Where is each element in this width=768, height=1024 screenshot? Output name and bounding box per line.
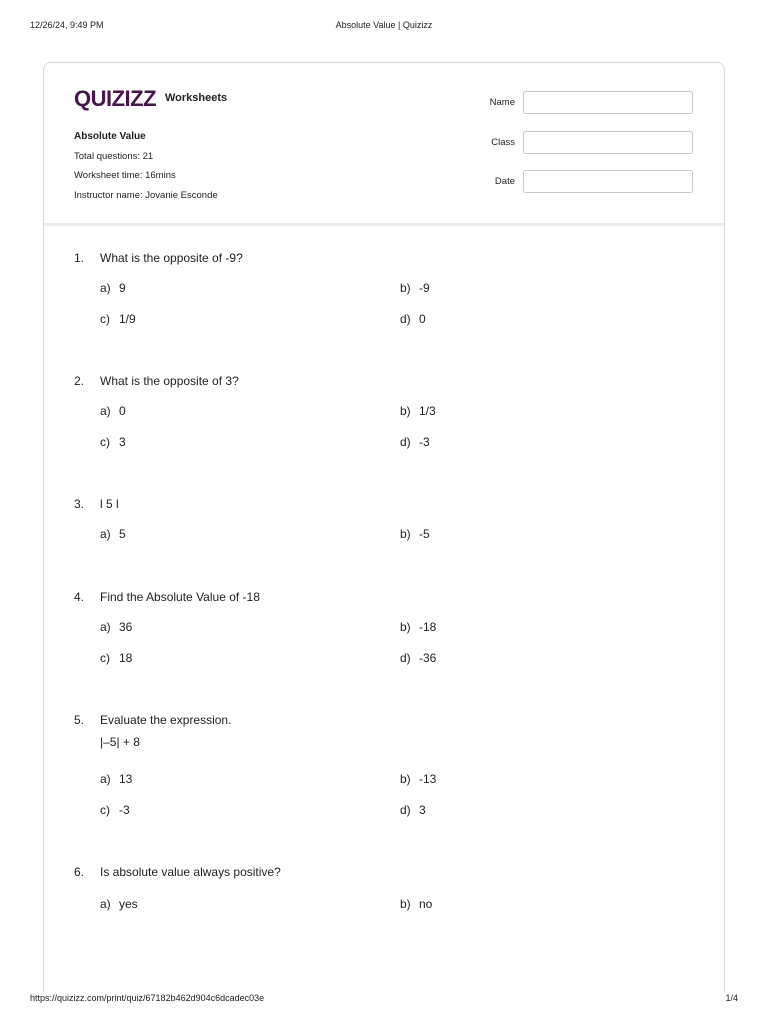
option-letter: a) (100, 620, 111, 634)
answer-option-b (400, 403, 700, 434)
option-letter: b) (400, 281, 411, 295)
option-letter: c) (100, 803, 110, 817)
option-text: -36 (419, 651, 437, 665)
quizizz-logo-text: QUIZIZZ (74, 86, 157, 111)
instructor-name: Instructor name: Jovanie Esconde (74, 189, 218, 201)
print-footer (30, 993, 738, 1007)
print-header (30, 20, 738, 34)
date-input[interactable] (523, 170, 693, 193)
option-text: 0 (119, 404, 126, 418)
question-5 (44, 712, 724, 833)
answer-options (100, 619, 724, 681)
option-letter: c) (100, 435, 110, 449)
brand-subtitle: Worksheets (165, 92, 228, 104)
option-letter: c) (100, 651, 110, 665)
option-text: 36 (119, 620, 133, 634)
answer-options (100, 526, 724, 557)
worksheet-title: Absolute Value (74, 131, 146, 142)
print-page-title: Absolute Value | Quizizz (335, 20, 433, 30)
name-label: Name (489, 97, 515, 108)
answer-option-b (400, 619, 700, 650)
question-list (44, 226, 724, 927)
answer-options (100, 771, 724, 833)
option-letter: b) (400, 620, 411, 634)
option-text: -13 (419, 772, 437, 786)
question-number: 3. (74, 497, 85, 511)
answer-option-d (400, 650, 700, 681)
worksheet-time: Worksheet time: 16mins (74, 170, 176, 181)
worksheet-meta (74, 127, 218, 205)
question-number: 1. (74, 251, 85, 265)
option-text: no (419, 897, 433, 911)
answer-option-b (400, 896, 700, 927)
question-line (74, 496, 724, 512)
question-1 (44, 250, 724, 342)
class-label: Class (491, 137, 515, 148)
answer-option-a (100, 403, 400, 434)
date-label: Date (494, 176, 515, 187)
option-letter: a) (100, 281, 111, 295)
answer-option-a (100, 771, 400, 802)
page-number: 1/4 (725, 993, 738, 1003)
question-line (74, 712, 724, 753)
option-letter: d) (400, 651, 411, 665)
option-letter: a) (100, 404, 111, 418)
question-6 (44, 864, 724, 927)
option-text: -9 (419, 281, 430, 295)
option-letter: a) (100, 772, 111, 786)
answer-option-a (100, 619, 400, 650)
question-text: What is the opposite of -9? (100, 251, 243, 265)
option-letter: b) (400, 897, 411, 911)
question-4 (44, 589, 724, 681)
answer-options (100, 403, 724, 465)
option-text: 0 (419, 312, 426, 326)
answer-option-b (400, 526, 700, 557)
option-text: 18 (119, 651, 133, 665)
option-letter: b) (400, 772, 411, 786)
option-letter: b) (400, 527, 411, 541)
class-field-row (475, 131, 693, 154)
question-number: 6. (74, 865, 85, 879)
option-text: 3 (119, 435, 126, 449)
question-text: Is absolute value always positive? (100, 865, 281, 879)
option-text: 9 (119, 281, 126, 295)
question-number: 5. (74, 713, 85, 727)
answer-option-c (100, 802, 400, 833)
class-input[interactable] (523, 131, 693, 154)
answer-option-b (400, 280, 700, 311)
answer-options (100, 896, 724, 927)
question-2 (44, 373, 724, 465)
option-text: -3 (419, 435, 430, 449)
total-questions: Total questions: 21 (74, 150, 154, 162)
question-text: Find the Absolute Value of -18 (100, 590, 260, 604)
question-line (74, 864, 724, 880)
answer-option-a (100, 896, 400, 927)
option-text: 1/9 (119, 312, 136, 326)
question-3 (44, 496, 724, 557)
question-line (74, 250, 724, 266)
option-text: 5 (119, 527, 126, 541)
question-line (74, 373, 724, 389)
option-text: 13 (119, 772, 133, 786)
question-text: Evaluate the expression. |–5| + 8 (100, 713, 232, 749)
answer-option-d (400, 311, 700, 342)
brand (74, 85, 227, 111)
option-text: 3 (419, 803, 426, 817)
answer-option-a (100, 526, 400, 557)
option-letter: d) (400, 312, 411, 326)
answer-option-a (100, 280, 400, 311)
option-letter: a) (100, 897, 111, 911)
question-number: 2. (74, 374, 85, 388)
print-url: https://quizizz.com/print/quiz/67182b462d904c6dcadec03e (30, 993, 265, 1003)
worksheet-sheet (43, 62, 725, 992)
name-input[interactable] (523, 91, 693, 114)
answer-option-d (400, 434, 700, 465)
question-text: l 5 l (100, 497, 119, 511)
worksheet-header (44, 63, 724, 226)
option-letter: d) (400, 435, 411, 449)
answer-options (100, 280, 724, 342)
option-text: -5 (419, 527, 430, 541)
answer-option-c (100, 650, 400, 681)
option-letter: a) (100, 527, 111, 541)
option-text: 1/3 (419, 404, 436, 418)
date-field-row (475, 170, 693, 193)
answer-option-d (400, 802, 700, 833)
answer-option-c (100, 434, 400, 465)
option-text: -18 (419, 620, 437, 634)
answer-option-b (400, 771, 700, 802)
option-letter: d) (400, 803, 411, 817)
question-number: 4. (74, 590, 85, 604)
option-text: -3 (119, 803, 130, 817)
option-letter: b) (400, 404, 411, 418)
print-date: 12/26/24, 9:49 PM (30, 20, 104, 30)
option-text: yes (119, 897, 138, 911)
answer-option-c (100, 311, 400, 342)
question-line (74, 589, 724, 605)
option-letter: c) (100, 312, 110, 326)
quizizz-logo (74, 85, 158, 111)
question-text: What is the opposite of 3? (100, 374, 239, 388)
name-field-row (475, 91, 693, 114)
